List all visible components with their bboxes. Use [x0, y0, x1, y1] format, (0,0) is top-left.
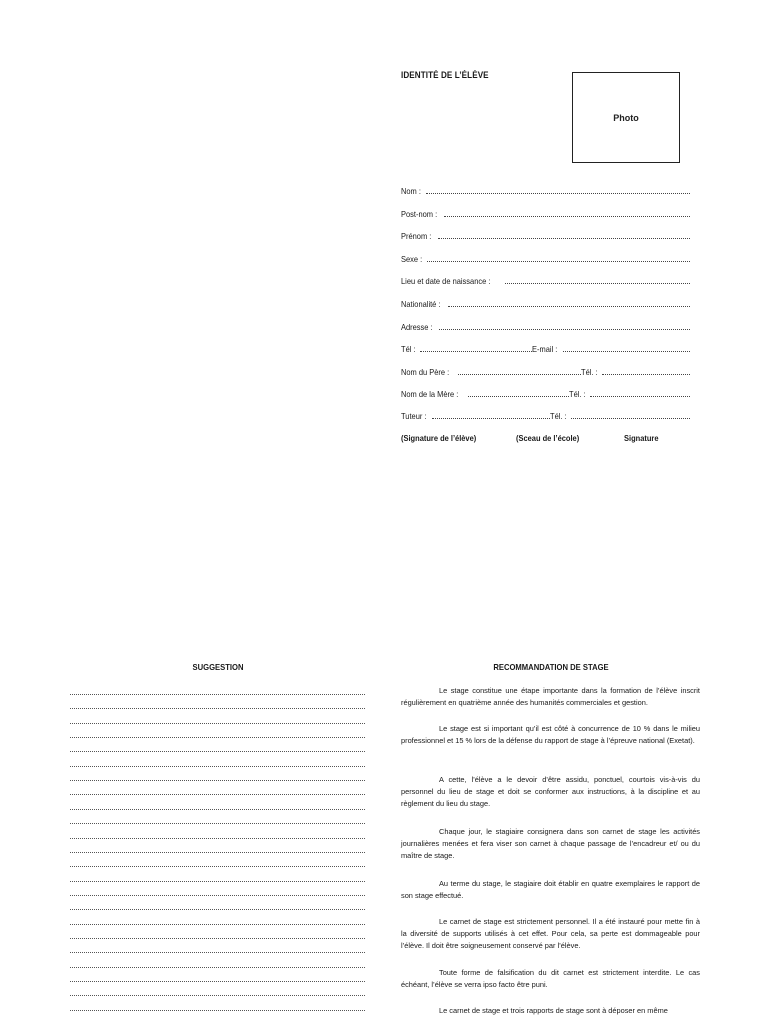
suggestion-line[interactable] — [70, 909, 365, 910]
recommendation-paragraph: Le stage constitue une étape importante dans la formation de l’élève inscrit régulièrement en quatrième année des humanités commerciales et gestion. — [401, 686, 700, 708]
field-label: Tél : — [401, 344, 416, 354]
field-post-nom[interactable] — [401, 205, 690, 219]
suggestion-line[interactable] — [70, 924, 365, 925]
suggestion-line[interactable] — [70, 938, 365, 939]
suggestion-line[interactable] — [70, 737, 365, 738]
signature-row — [401, 433, 701, 445]
field-prenom[interactable] — [401, 227, 690, 241]
recommendation-paragraph: Toute forme de falsification du dit carnet est strictement interdite. Le cas échéant, l’élève se verra ipso facto être puni. — [401, 968, 700, 990]
suggestion-line[interactable] — [70, 766, 365, 767]
suggestion-title: SUGGESTION — [192, 662, 244, 672]
field-pere[interactable] — [401, 363, 690, 377]
suggestion-line[interactable] — [70, 838, 365, 839]
fill-line — [427, 261, 690, 262]
fill-line — [439, 329, 690, 330]
photo-label: Photo — [613, 112, 639, 123]
field-sexe[interactable] — [401, 250, 690, 264]
fill-line — [505, 283, 690, 284]
suggestion-line[interactable] — [70, 952, 365, 953]
field-label: Nom de la Mère : — [401, 389, 459, 399]
suggestion-line[interactable] — [70, 694, 365, 695]
suggestion-line[interactable] — [70, 794, 365, 795]
field-label: E-mail : — [532, 344, 558, 354]
fill-line — [458, 374, 581, 375]
suggestion-line[interactable] — [70, 809, 365, 810]
suggestion-line[interactable] — [70, 895, 365, 896]
field-lieu-date-naissance[interactable] — [401, 272, 690, 286]
field-label: Nom : — [401, 186, 421, 196]
suggestion-line[interactable] — [70, 823, 365, 824]
suggestion-line[interactable] — [70, 723, 365, 724]
field-label: Prénom : — [401, 231, 432, 241]
suggestion-line[interactable] — [70, 780, 365, 781]
recommendation-paragraph: Le carnet de stage est strictement personnel. Il a été instauré pour mette fin à la diversité de supports utilisés à cet effet. Pour cela, sa perte est dommageable pour l’élève. Il doit être soigneusement conservé par l’élève. — [401, 917, 700, 951]
photo-placeholder — [572, 72, 680, 163]
suggestion-line[interactable] — [70, 881, 365, 882]
field-label: Tél. : — [550, 411, 567, 421]
recommendation-paragraph: Chaque jour, le stagiaire consignera dans son carnet de stage les activités journalières menées et fera viser son carnet à chaque passage de l’encadreur et/ ou du maître de stage. — [401, 827, 700, 861]
recommendation-paragraph: Le stage est si important qu’il est côté à concurrence de 10 % dans le milieu professionnel et 15 % lors de la défense du rapport de stage à l’épreuve national (Exetat). — [401, 724, 700, 746]
fill-line — [432, 418, 550, 419]
field-label: Lieu et date de naissance : — [401, 276, 491, 286]
recommendation-paragraph: Au terme du stage, le stagiaire doit établir en quatre exemplaires le rapport de son stage effectué. — [401, 879, 700, 901]
field-tel-email[interactable] — [401, 340, 690, 354]
signature-label: Signature — [624, 433, 659, 443]
field-label: Nationalité : — [401, 299, 441, 309]
fill-line — [602, 374, 690, 375]
fill-line — [571, 418, 690, 419]
school-seal-label: (Sceau de l’école) — [516, 433, 580, 443]
recommendation-title: RECOMMANDATION DE STAGE — [493, 662, 609, 672]
fill-line — [420, 351, 532, 352]
recommendation-paragraph: A cette, l’élève a le devoir d’être assidu, ponctuel, courtois vis-à-vis du personnel du lieu de stage et doit se conformer aux instructions, à la discipline et au règlement du lieu du stage. — [401, 775, 700, 809]
fill-line — [444, 216, 690, 217]
field-nationalite[interactable] — [401, 295, 690, 309]
field-label: Tuteur : — [401, 411, 427, 421]
field-adresse[interactable] — [401, 318, 690, 332]
field-label: Nom du Père : — [401, 367, 450, 377]
fill-line — [590, 396, 690, 397]
suggestion-line[interactable] — [70, 1010, 365, 1011]
fill-line — [426, 193, 690, 194]
fill-line — [563, 351, 690, 352]
fill-line — [438, 238, 691, 239]
field-label: Adresse : — [401, 322, 433, 332]
suggestion-line[interactable] — [70, 852, 365, 853]
field-label: Sexe : — [401, 254, 423, 264]
field-nom[interactable] — [401, 182, 690, 196]
suggestion-line[interactable] — [70, 751, 365, 752]
suggestion-line[interactable] — [70, 981, 365, 982]
field-label: Post-nom : — [401, 209, 438, 219]
suggestion-line[interactable] — [70, 708, 365, 709]
fill-line — [468, 396, 569, 397]
field-label: Tél. : — [569, 389, 586, 399]
identity-title: IDENTITÉ DE L’ÉLÈVE — [401, 70, 489, 80]
recommendation-paragraph: Le carnet de stage et trois rapports de stage sont à déposer en même — [439, 1006, 668, 1015]
field-mere[interactable] — [401, 385, 690, 399]
suggestion-line[interactable] — [70, 995, 365, 996]
field-label: Tél. : — [581, 367, 598, 377]
suggestion-line[interactable] — [70, 866, 365, 867]
fill-line — [448, 306, 690, 307]
student-signature-label: (Signature de l’élève) — [401, 433, 477, 443]
suggestion-line[interactable] — [70, 967, 365, 968]
field-tuteur[interactable] — [401, 407, 690, 421]
